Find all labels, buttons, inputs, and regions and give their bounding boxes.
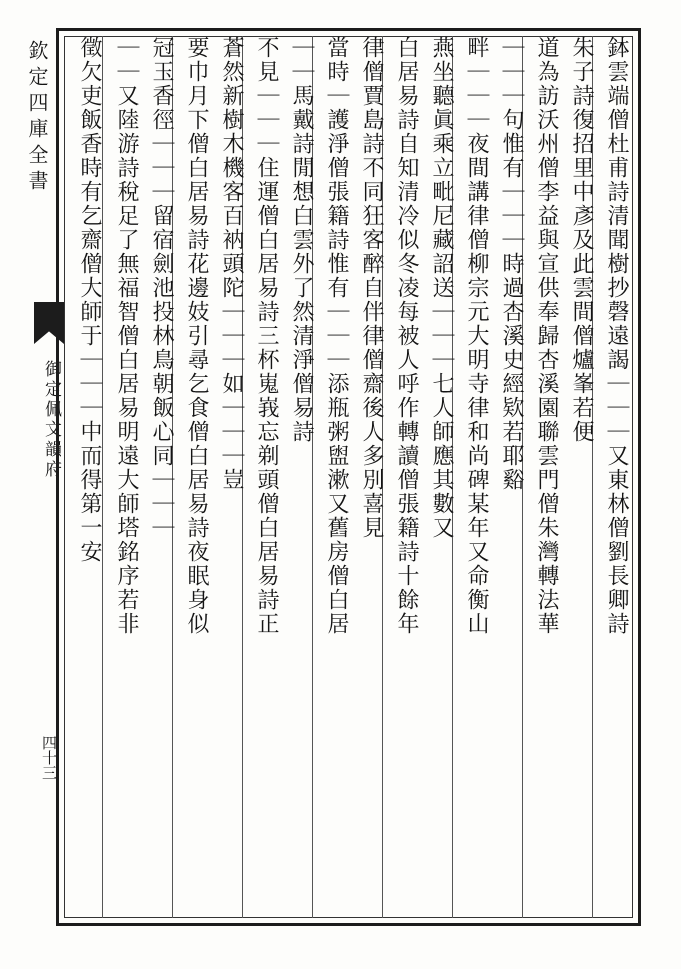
text-column-14: 冠玉香徑｜｜｜留宿劍池投林鳥朝飯心同｜｜｜: [149, 36, 174, 540]
text-column-6: 燕坐聽眞乘立毗尼藏詔送｜｜｜七人師應其數又: [429, 36, 454, 540]
text-column-5: 畔｜｜｜夜間講律僧柳宗元大明寺律和尚碑某年又命衡山: [464, 36, 489, 636]
center-title: 御定佩文韻府: [41, 360, 61, 480]
page-number: 四十三: [40, 735, 58, 780]
text-column-8: 律僧賈島詩不同狂客醉自伴律僧齋後人多別喜見: [359, 36, 384, 540]
book-title: 欽定四庫全書: [25, 40, 49, 196]
text-column-4: ｜｜｜句惟有｜｜｜時過杏溪史經欵若耶谿: [499, 36, 524, 492]
text-column-16: 徵欠吏飯香時有乞齋僧大師于｜｜｜中而得第一安: [77, 36, 102, 564]
text-column-13: 要巾月下僧白居易詩花邊妓引尋乞食僧白居易詩夜眠身似: [184, 36, 209, 636]
text-column-11: 不見｜｜｜住運僧白居易詩三杯嵬峩忘剃頭僧白居易詩正: [254, 36, 279, 636]
text-column-9: 當時｜護淨僧張籍詩惟有｜｜｜添瓶粥盥漱又舊房僧白居: [324, 36, 349, 636]
text-column-15: ｜｜又陸游詩稅足了無福智僧白居易明遠大師塔銘序若非: [114, 36, 139, 636]
text-column-3: 道為訪沃州僧李益與宣供奉歸杏溪園聯雲門僧朱灣轉法華: [534, 36, 559, 636]
text-column-12: 蒼然新樹木機客百衲頭陀｜｜｜如｜｜｜豈: [219, 36, 244, 492]
text-column-1: 鉢雲端僧杜甫詩清聞樹抄磬遠謁｜｜｜又東林僧劉長卿詩: [604, 36, 629, 636]
text-column-10: ｜｜馬戴詩閒想白雲外了然清淨僧易詩: [289, 36, 314, 444]
text-column-7: 白居易詩自知清冷似冬凌每被人呼作轉讀僧張籍詩十餘年: [394, 36, 419, 636]
text-column-2: 朱子詩復招里中彥及此雲間僧爐峯若便: [569, 36, 594, 444]
